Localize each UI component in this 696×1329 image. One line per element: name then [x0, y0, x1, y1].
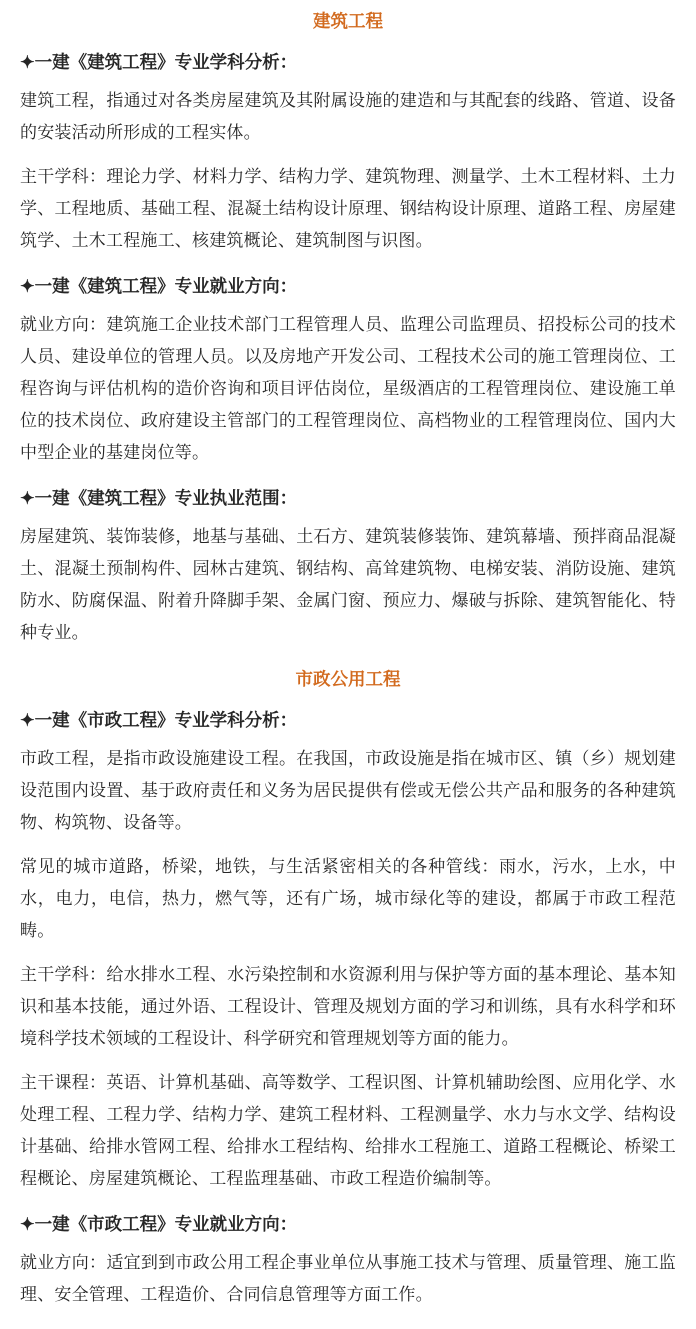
subheading-municipal-discipline-analysis: ✦一建《市政工程》专业学科分析：: [20, 710, 298, 730]
paragraph-municipal-definition: 市政工程，是指市政设施建设工程。在我国，市政设施是指在城市区、镇（乡）规划建设范围内设置、基于政府责任和义务为居民提供有偿或无偿公共产品和服务的各种建筑物、构筑物、设备等。: [20, 749, 676, 832]
subheading-construction-practice-scope: ✦一建《建筑工程》专业执业范围：: [20, 488, 298, 508]
subheading-construction-career-direction: ✦一建《建筑工程》专业就业方向：: [20, 276, 298, 296]
paragraph-construction-core-subjects: 主干学科：理论力学、材料力学、结构力学、建筑物理、测量学、土木工程材料、土力学、工程地质、基础工程、混凝土结构设计原理、钢结构设计原理、道路工程、房屋建筑学、土木工程施工、核建筑概论、建筑制图与识图。: [20, 167, 676, 250]
paragraph-municipal-common-facilities: 常见的城市道路，桥梁，地铁，与生活紧密相关的各种管线：雨水，污水，上水，中水，电力，电信，热力，燃气等，还有广场，城市绿化等的建设，都属于市政工程范畴。: [20, 857, 676, 940]
subheading-construction-discipline-analysis: ✦一建《建筑工程》专业学科分析：: [20, 52, 298, 72]
paragraph-construction-definition: 建筑工程，指通过对各类房屋建筑及其附属设施的建造和与其配套的线路、管道、设备的安装活动所形成的工程实体。: [20, 91, 676, 142]
paragraph-municipal-career-direction: 就业方向：适宜到到市政公用工程企事业单位从事施工技术与管理、质量管理、施工监理、安全管理、工程造价、合同信息管理等方面工作。: [20, 1253, 676, 1304]
paragraph-construction-career-direction: 就业方向：建筑施工企业技术部门工程管理人员、监理公司监理员、招投标公司的技术人员、建设单位的管理人员。以及房地产开发公司、工程技术公司的施工管理岗位、工程咨询与评估机构的造价咨询和项目评估岗位，星级酒店的工程管理岗位、建设施工单位的技术岗位、政府建设主管部门的工程管理岗位、高档物业的工程管理岗位、国内大中型企业的基建岗位等。: [20, 315, 676, 462]
section-title-municipal-public-engineering: 市政公用工程: [295, 669, 401, 689]
paragraph-municipal-core-subjects: 主干学科：给水排水工程、水污染控制和水资源利用与保护等方面的基本理论、基本知识和基本技能，通过外语、工程设计、管理及规划方面的学习和训练，具有水科学和环境科学技术领域的工程设计、科学研究和管理规划等方面的能力。: [20, 965, 676, 1048]
paragraph-municipal-core-courses: 主干课程：英语、计算机基础、高等数学、工程识图、计算机辅助绘图、应用化学、水处理工程、工程力学、结构力学、建筑工程材料、工程测量学、水力与水文学、结构设计基础、给排水管网工程、给排水工程结构、给排水工程施工、道路工程概论、桥梁工程概论、房屋建筑概论、工程监理基础、市政工程造价编制等。: [20, 1073, 676, 1188]
subheading-municipal-career-direction: ✦一建《市政工程》专业就业方向：: [20, 1214, 298, 1234]
paragraph-construction-practice-scope: 房屋建筑、装饰装修，地基与基础、土石方、建筑装修装饰、建筑幕墙、预拌商品混凝土、混凝土预制构件、园林古建筑、钢结构、高耸建筑物、电梯安装、消防设施、建筑防水、防腐保温、附着升降脚手架、金属门窗、预应力、爆破与拆除、建筑智能化、特种专业。: [20, 527, 676, 642]
section-title-construction-engineering: 建筑工程: [313, 11, 383, 31]
